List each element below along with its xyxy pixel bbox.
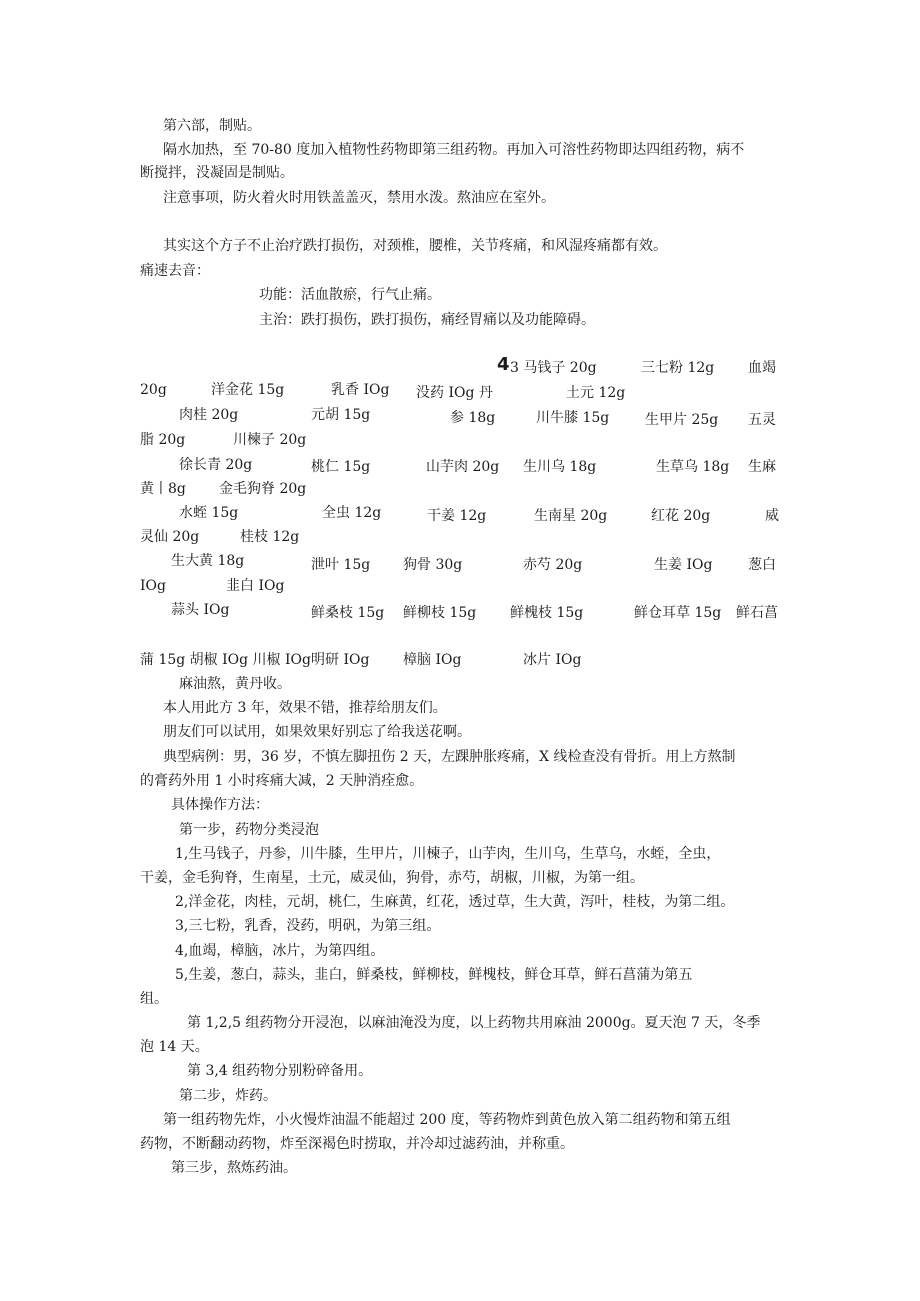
ingredient: 红花 20g	[651, 508, 711, 524]
ingredient: IOg	[140, 578, 166, 594]
step-heading: 第二步，炸药。	[179, 1088, 277, 1104]
ingredient: 威	[765, 508, 779, 524]
ingredient: 没药 IOg 丹	[416, 385, 493, 401]
recipe-name: 痛速去音：	[140, 263, 210, 279]
ingredient: 生甲片 25g	[645, 412, 719, 428]
paragraph: 第 3,4 组药物分别粉碎备用。	[187, 1063, 373, 1079]
ingredient: 洋金花 15g	[211, 382, 285, 398]
ingredient: 水蛭 15g	[179, 505, 239, 521]
ingredient: 徐长青 20g	[179, 457, 253, 473]
paragraph: 麻油熬，黄丹收。	[179, 676, 291, 692]
ingredient: 20g	[140, 382, 167, 398]
ingredient: 桂枝 12g	[240, 529, 300, 545]
ingredient: 参 18g	[450, 410, 496, 426]
ingredient: 樟脑 IOg	[403, 652, 462, 668]
paragraph: 其实这个方子不止治疗跌打损伤，对颈椎，腰椎，关节疼痛，和风湿疼痛都有效。	[163, 238, 667, 254]
paragraph: 5,生姜，葱白，蒜头，韭白，鲜桑枝，鲜柳枝，鲜槐枝，鲜仓耳草，鲜石菖蒲为第五	[175, 967, 693, 983]
paragraph: 组。	[140, 991, 168, 1007]
ingredient: 肉桂 20g	[179, 407, 239, 423]
step-heading: 第三步，熬炼药油。	[171, 1160, 297, 1176]
ingredient: 生川乌 18g	[523, 459, 597, 475]
ingredient: 元胡 15g	[311, 407, 371, 423]
ingredient: 血竭	[748, 360, 776, 376]
paragraph: 泡 14 天。	[140, 1039, 209, 1055]
step-heading: 第一步，药物分类浸泡	[179, 822, 319, 838]
ingredient: 桃仁 15g	[311, 459, 371, 475]
ingredient: 鲜仓耳草 15g	[634, 605, 722, 621]
ingredient: 五灵	[748, 412, 776, 428]
ingredient: 三七粉 12g	[641, 360, 715, 376]
paragraph: 注意事项，防火着火时用铁盖盖灭，禁用水泼。熬油应在室外。	[163, 190, 555, 206]
paragraph: 3,三七粉，乳香，没药，明矾，为第三组。	[175, 918, 441, 934]
ingredient: 干姜 12g	[427, 508, 487, 524]
recipe-indication: 主治：跌打损伤，跌打损伤，痛经胃痛以及功能障碍。	[259, 312, 595, 328]
paragraph: 隔水加热，至 70-80 度加入植物性药物即第三组药物。再加入可溶性药物即达四组药物，病不	[163, 142, 745, 158]
paragraph: 干姜，金毛狗脊，生南星，土元，威灵仙，狗骨，赤芍，胡椒，川椒，为第一组。	[140, 870, 644, 886]
ingredient: 蒜头 IOg	[171, 602, 230, 618]
paragraph: 4,血竭，樟脑，冰片，为第四组。	[175, 943, 385, 959]
ingredient: 赤芍 20g	[523, 557, 583, 573]
ingredient: 川楝子 20g	[233, 432, 307, 448]
ingredient: 鲜石菖	[736, 605, 778, 621]
ingredient: 山芋肉 20g	[426, 459, 500, 475]
ingredient: 脂 20g	[140, 432, 186, 448]
ingredient: 明研 IOg	[311, 652, 370, 668]
ingredient: 鲜柳枝 15g	[403, 605, 477, 621]
paragraph: 第 1,2,5 组药物分开浸泡，以麻油淹没为度，以上药物共用麻油 2000g。夏天泡 7 天，冬季	[187, 1015, 761, 1031]
ingredient: 韭白 IOg	[226, 578, 285, 594]
ingredient: 黄丨8g	[140, 481, 186, 497]
paragraph: 典型病例：男，36 岁，不慎左脚扭伤 2 天，左踝肿胀疼痛，X 线检查没有骨折。用上方熬制	[163, 749, 736, 765]
ingredient: 乳香 IOg	[331, 382, 390, 398]
paragraph: 具体操作方法：	[171, 797, 269, 813]
recipe-number: 4	[497, 354, 510, 375]
ingredient: 蒲 15g 胡椒 IOg 川椒 IOg	[140, 652, 311, 668]
paragraph: 的膏药外用 1 小时疼痛大减，2 天肿消痊愈。	[140, 773, 424, 789]
ingredient: 土元 12g	[566, 385, 626, 401]
paragraph: 本人用此方 3 年，效果不错，推荐给朋友们。	[163, 700, 447, 716]
ingredient: 生草乌 18g	[656, 459, 730, 475]
ingredient: 生大黄 18g	[171, 553, 245, 569]
paragraph: 断搅拌，没凝固是制贴。	[140, 165, 294, 181]
ingredient: 鲜槐枝 15g	[510, 605, 584, 621]
ingredient: 狗骨 30g	[403, 557, 463, 573]
paragraph: 药物，不断翻动药物，炸至深褐色时捞取，并冷却过滤药油，并称重。	[140, 1136, 574, 1152]
paragraph: 朋友们可以试用，如果效果好别忘了给我送花啊。	[163, 724, 471, 740]
ingredient: 生麻	[748, 459, 776, 475]
ingredient: 金毛狗脊 20g	[219, 481, 307, 497]
paragraph: 2,洋金花，肉桂，元胡，桃仁，生麻黄，红花，透过草，生大黄，泻叶，桂枝，为第二组。	[175, 894, 735, 910]
paragraph: 第一组药物先炸，小火慢炸油温不能超过 200 度，等药物炸到黄色放入第二组药物和第五组	[163, 1112, 731, 1128]
ingredient: 生姜 IOg	[654, 557, 713, 573]
recipe-function: 功能：活血散瘀，行气止痛。	[259, 287, 441, 303]
ingredient: 川牛膝 15g	[536, 410, 610, 426]
ingredient: 泄叶 15g	[311, 557, 371, 573]
ingredient: 葱白	[748, 557, 776, 573]
section-heading: 第六部，制贴。	[163, 118, 261, 134]
ingredient: 冰片 IOg	[523, 652, 582, 668]
ingredient: 全虫 12g	[322, 505, 382, 521]
ingredient: 3 马钱子 20g	[510, 360, 597, 376]
paragraph: 1,生马钱子，丹参，川牛膝，生甲片，川楝子，山芋肉，生川乌，生草乌，水蛭，全虫，	[175, 846, 721, 862]
ingredient: 灵仙 20g	[140, 529, 200, 545]
ingredient: 鲜桑枝 15g	[311, 605, 385, 621]
ingredient: 生南星 20g	[534, 508, 608, 524]
